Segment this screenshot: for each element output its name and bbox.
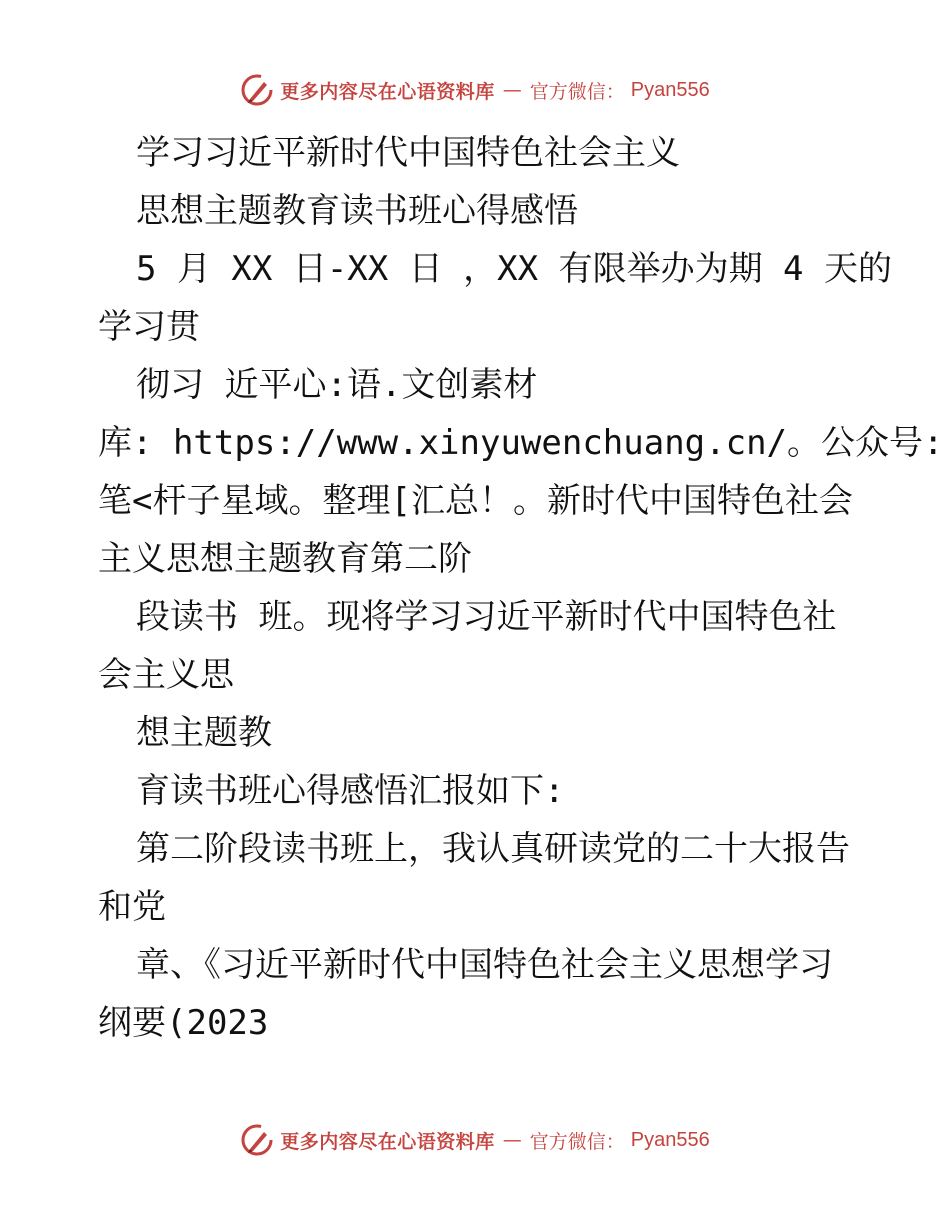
footer-banner-title: 更多内容尽在心语资料库 — [280, 1130, 495, 1153]
header-banner-dash: — — [502, 79, 522, 101]
footer-banner-wechat-id: Pyan556 — [630, 1128, 710, 1151]
body-line: 彻习 近平心:语.文创素材 — [136, 365, 538, 405]
body-line: 想主题教 — [136, 713, 272, 753]
body-line: 学习贯 — [98, 307, 200, 347]
header-banner-title: 更多内容尽在心语资料库 — [280, 80, 495, 103]
body-line: 思想主题教育读书班心得感悟 — [136, 191, 578, 231]
footer-banner-official: 官方微信： — [529, 1130, 625, 1153]
body-line: 段读书 班。现将学习习近平新时代中国特色社 — [136, 597, 837, 637]
footer-banner — [0, 1120, 950, 1160]
header-banner-content — [240, 73, 710, 107]
body-line: 会主义思 — [98, 655, 234, 695]
body-line: 库: https://www.xinyuwenchuang.cn/。公众号: — [98, 423, 944, 463]
body-line: 和党 — [98, 887, 166, 927]
document-body — [98, 124, 944, 1052]
header-banner — [0, 70, 950, 110]
body-line: 5 月 XX 日-XX 日 ，XX 有限举办为期 4 天的 — [136, 249, 892, 289]
footer-banner-dash: — — [502, 1129, 522, 1151]
body-line: 育读书班心得感悟汇报如下: — [136, 771, 565, 811]
header-banner-wechat-id: Pyan556 — [630, 78, 710, 101]
body-line: 主义思想主题教育第二阶 — [98, 539, 472, 579]
body-line: 学习习近平新时代中国特色社会主义 — [136, 133, 680, 173]
body-line: 纲要(2023 — [98, 1003, 269, 1043]
footer-banner-content — [240, 1123, 710, 1157]
pen-logo-icon — [240, 73, 274, 107]
header-banner-official: 官方微信： — [529, 80, 625, 103]
body-line: 第二阶段读书班上，我认真研读党的二十大报告 — [136, 829, 850, 869]
pen-logo-icon — [240, 1123, 274, 1157]
body-line: 笔<杆子星域。整理[汇总！。新时代中国特色社会 — [98, 481, 853, 521]
body-line: 章、《习近平新时代中国特色社会主义思想学习 — [136, 945, 833, 985]
